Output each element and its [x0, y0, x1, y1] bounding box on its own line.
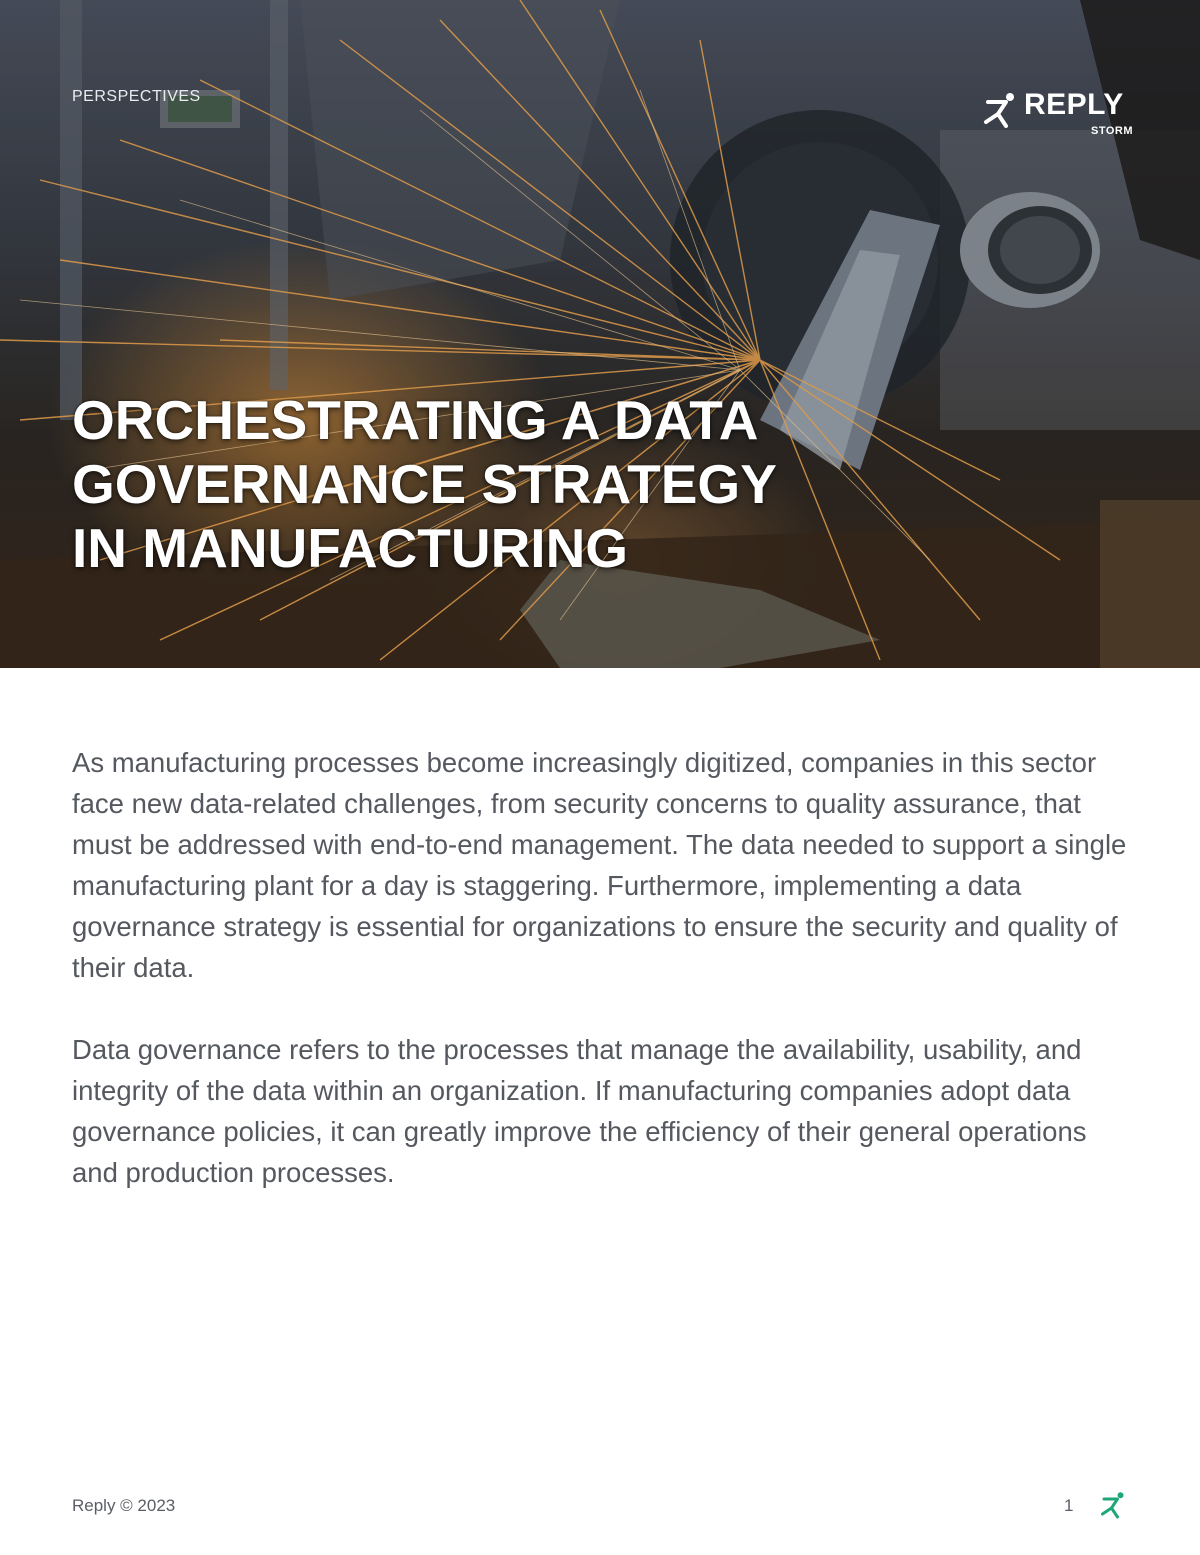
- footer-copyright: Reply © 2023: [72, 1496, 176, 1515]
- page-number: 1: [1064, 1496, 1074, 1515]
- title-line: ORCHESTRATING A DATA: [72, 389, 759, 451]
- body-text: [72, 742, 1128, 1234]
- eyebrow-label: PERSPECTIVES: [72, 88, 201, 105]
- brand-logo: [980, 88, 1140, 144]
- paragraph: As manufacturing processes become increasingly digitized, companies in this sector face new data-related challenges, from security concerns to quality assurance, that must be addressed with end-to-end management. The data needed to support a single manufacturing plant for a day is staggering. Furthermore, implementing a data governance strategy is essential for organizations to ensure the security and quality of their data.: [72, 747, 1127, 983]
- title-line: GOVERNANCE STRATEGY: [72, 453, 777, 515]
- hero-image: [0, 0, 1200, 668]
- running-figure-icon: [1098, 1490, 1128, 1520]
- running-figure-icon: [980, 92, 1020, 128]
- brand-subtitle: STORM: [1091, 125, 1134, 137]
- brand-name: REPLY: [1024, 88, 1124, 121]
- title-line: IN MANUFACTURING: [72, 517, 629, 579]
- page-title: [72, 388, 992, 580]
- paragraph: Data governance refers to the processes that manage the availability, usability, and integrity of the data within an organization. If manufacturing companies adopt data governance policies, it can greatly improve the efficiency of their general operations and production processes.: [72, 1034, 1087, 1188]
